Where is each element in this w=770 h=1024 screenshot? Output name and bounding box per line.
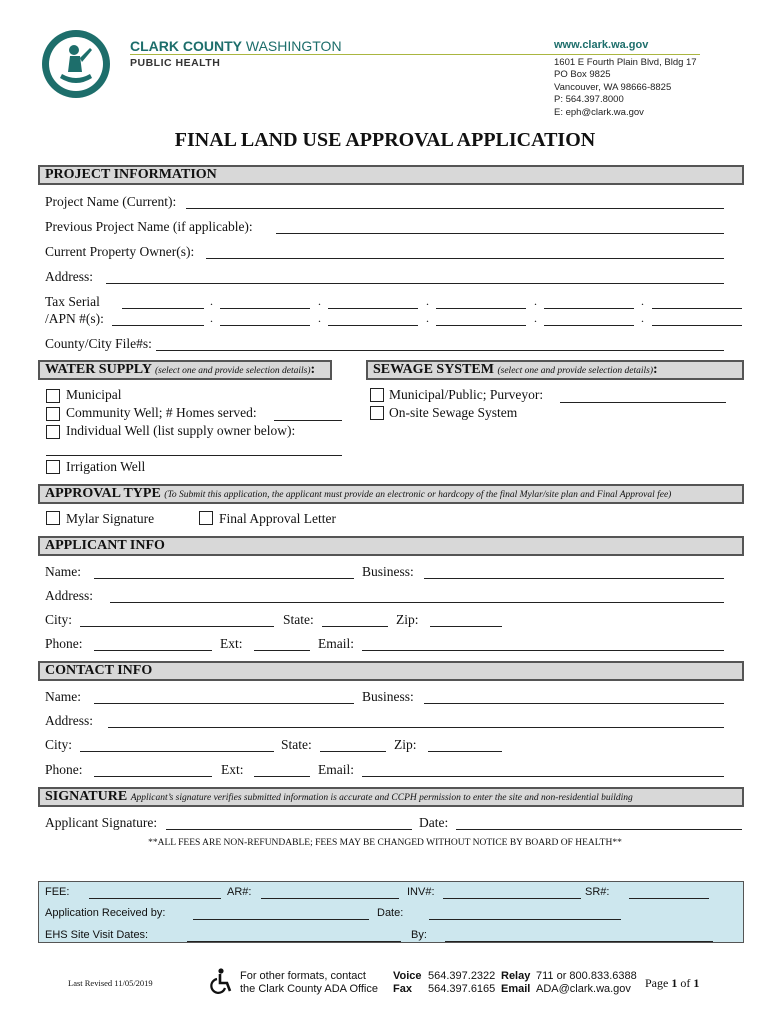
label-received-by: Application Received by: <box>45 907 166 919</box>
label-contact-city: City: <box>45 737 73 752</box>
contact-email-field[interactable] <box>362 776 724 777</box>
label-contact-address: Address: <box>45 713 93 728</box>
received-by-field[interactable] <box>193 919 369 920</box>
tax-serial-field[interactable] <box>122 308 204 309</box>
applicant-address-field[interactable] <box>110 602 724 603</box>
applicant-email-field[interactable] <box>362 650 724 651</box>
property-owner-field[interactable] <box>206 258 724 259</box>
tax-serial-field[interactable] <box>652 325 742 326</box>
signature-date-field[interactable] <box>456 829 742 830</box>
purveyor-field[interactable] <box>560 402 726 403</box>
checkbox-municipal-water[interactable] <box>46 389 60 403</box>
tax-serial-field[interactable] <box>328 308 418 309</box>
label-contact-zip: Zip: <box>394 737 417 752</box>
website-link[interactable]: www.clark.wa.gov <box>554 39 649 51</box>
county-file-field[interactable] <box>156 350 724 351</box>
tax-serial-field[interactable] <box>544 325 634 326</box>
contact-zip-field[interactable] <box>428 751 502 752</box>
label-applicant-signature: Applicant Signature: <box>45 815 158 830</box>
ar-field[interactable] <box>261 898 399 899</box>
contact-city-field[interactable] <box>80 751 274 752</box>
label-applicant-ext: Ext: <box>220 636 243 651</box>
applicant-zip-field[interactable] <box>430 626 502 627</box>
applicant-city-field[interactable] <box>80 626 274 627</box>
label-contact-state: State: <box>281 737 312 752</box>
fee-field[interactable] <box>89 898 221 899</box>
applicant-state-field[interactable] <box>322 626 388 627</box>
fees-notice: **ALL FEES ARE NON-REFUNDABLE; FEES MAY BE CHANGED WITHOUT NOTICE BY BOARD OF HEALTH** <box>148 838 622 848</box>
tax-serial-field[interactable] <box>112 325 204 326</box>
inv-field[interactable] <box>443 898 581 899</box>
relay-email-values: 711 or 800.833.6388 ADA@clark.wa.gov <box>536 970 637 995</box>
section-contact-info: CONTACT INFO <box>38 661 744 681</box>
section-water-supply: WATER SUPPLY (select one and provide selection details): <box>38 360 332 380</box>
dept-name: PUBLIC HEALTH <box>130 57 221 69</box>
tax-serial-field[interactable] <box>436 308 526 309</box>
county-logo <box>40 28 112 100</box>
section-project-information: PROJECT INFORMATION <box>38 165 744 185</box>
label-received-date: Date: <box>377 907 404 919</box>
applicant-ext-field[interactable] <box>254 650 310 651</box>
sr-field[interactable] <box>629 898 709 899</box>
voice-fax: Voice Fax <box>393 970 422 995</box>
page-number: Page 1 of 1 <box>645 976 700 990</box>
label-applicant-address: Address: <box>45 588 93 603</box>
label-property-owner: Current Property Owner(s): <box>45 244 195 259</box>
label-signature-date: Date: <box>419 815 449 830</box>
ada-contact: For other formats, contact the Clark County ADA Office <box>240 970 378 995</box>
checkbox-community-well[interactable] <box>46 407 60 421</box>
label-tax-serial: Tax Serial <box>45 294 100 309</box>
wheelchair-icon <box>210 968 232 994</box>
checkbox-final-approval-letter[interactable] <box>199 511 213 525</box>
section-applicant-info: APPLICANT INFO <box>38 536 744 556</box>
label-municipal-sewer: Municipal/Public; Purveyor: <box>389 387 544 402</box>
form-title: FINAL LAND USE APPROVAL APPLICATION <box>174 129 596 151</box>
label-contact-email: Email: <box>318 762 354 777</box>
applicant-name-field[interactable] <box>94 578 354 579</box>
label-sr: SR#: <box>585 886 610 898</box>
tax-serial-field[interactable] <box>220 308 310 309</box>
applicant-signature-field[interactable] <box>166 829 412 830</box>
checkbox-irrigation-well[interactable] <box>46 460 60 474</box>
checkbox-onsite-sewage[interactable] <box>370 406 384 420</box>
tax-serial-field[interactable] <box>652 308 742 309</box>
contact-business-field[interactable] <box>424 703 724 704</box>
voice-fax-numbers: 564.397.2322 564.397.6165 <box>428 970 496 995</box>
label-contact-name: Name: <box>45 689 81 704</box>
label-mylar-signature: Mylar Signature <box>66 511 155 526</box>
supply-owner-field[interactable] <box>46 455 342 456</box>
section-signature: SIGNATURE Applicant’s signature verifies submitted information is accurate and CCPH permission to enter the site and non-residential building <box>38 787 744 807</box>
org-address: 1601 E Fourth Plain Blvd, Bldg 17 PO Box 9825 Vancouver, WA 98666-8825 P: 564.397.8000 E: eph@clark.wa.gov <box>554 57 697 118</box>
label-ar: AR#: <box>227 886 252 898</box>
label-fee: FEE: <box>45 886 70 898</box>
label-applicant-email: Email: <box>318 636 354 651</box>
label-project-name: Project Name (Current): <box>45 194 177 209</box>
relay-email-labels: Relay Email <box>501 970 531 995</box>
label-applicant-city: City: <box>45 612 73 627</box>
tax-serial-field[interactable] <box>328 325 418 326</box>
project-name-field[interactable] <box>186 208 724 209</box>
label-contact-ext: Ext: <box>221 762 244 777</box>
section-approval-type: APPROVAL TYPE (To Submit this application, the applicant must provide an electronic or hardcopy of the final Mylar/site plan and Final Approval fee) <box>38 484 744 504</box>
label-site-visit: EHS Site Visit Dates: <box>45 929 149 941</box>
received-date-field[interactable] <box>429 919 621 920</box>
label-final-approval-letter: Final Approval Letter <box>219 511 336 526</box>
checkbox-individual-well[interactable] <box>46 425 60 439</box>
label-contact-business: Business: <box>362 689 414 704</box>
last-revised: Last Revised 11/05/2019 <box>68 978 153 988</box>
applicant-phone-field[interactable] <box>94 650 212 651</box>
checkbox-municipal-sewer[interactable] <box>370 388 384 402</box>
label-county-file: County/City File#s: <box>45 336 152 351</box>
contact-phone-field[interactable] <box>94 776 212 777</box>
label-contact-phone: Phone: <box>45 762 83 777</box>
label-address: Address: <box>45 269 93 284</box>
label-onsite-sewage: On-site Sewage System <box>389 405 518 420</box>
tax-serial-field[interactable] <box>220 325 310 326</box>
contact-address-field[interactable] <box>108 727 724 728</box>
contact-name-field[interactable] <box>94 703 354 704</box>
tax-serial-field[interactable] <box>544 308 634 309</box>
homes-served-field[interactable] <box>274 420 342 421</box>
label-site-visit-by: By: <box>411 929 427 941</box>
label-inv: INV#: <box>407 886 435 898</box>
label-municipal-water: Municipal <box>66 387 122 402</box>
contact-state-field[interactable] <box>320 751 386 752</box>
contact-ext-field[interactable] <box>254 776 310 777</box>
checkbox-mylar-signature[interactable] <box>46 511 60 525</box>
label-applicant-state: State: <box>283 612 314 627</box>
applicant-business-field[interactable] <box>424 578 724 579</box>
tax-serial-field[interactable] <box>436 325 526 326</box>
previous-project-field[interactable] <box>276 233 724 234</box>
label-individual-well: Individual Well (list supply owner below): <box>66 423 296 438</box>
office-use-box <box>38 881 744 943</box>
label-previous-project: Previous Project Name (if applicable): <box>45 219 253 234</box>
site-visit-by-field[interactable] <box>445 941 713 942</box>
label-applicant-name: Name: <box>45 564 81 579</box>
org-name: CLARK COUNTY WASHINGTON <box>130 38 342 54</box>
label-apn: /APN #(s): <box>45 311 104 326</box>
label-community-well: Community Well; # Homes served: <box>66 405 257 420</box>
label-irrigation-well: Irrigation Well <box>66 459 146 474</box>
label-applicant-business: Business: <box>362 564 414 579</box>
section-sewage-system: SEWAGE SYSTEM (select one and provide selection details): <box>366 360 744 380</box>
label-applicant-phone: Phone: <box>45 636 83 651</box>
label-applicant-zip: Zip: <box>396 612 419 627</box>
site-visit-field[interactable] <box>187 941 401 942</box>
address-field[interactable] <box>106 283 724 284</box>
